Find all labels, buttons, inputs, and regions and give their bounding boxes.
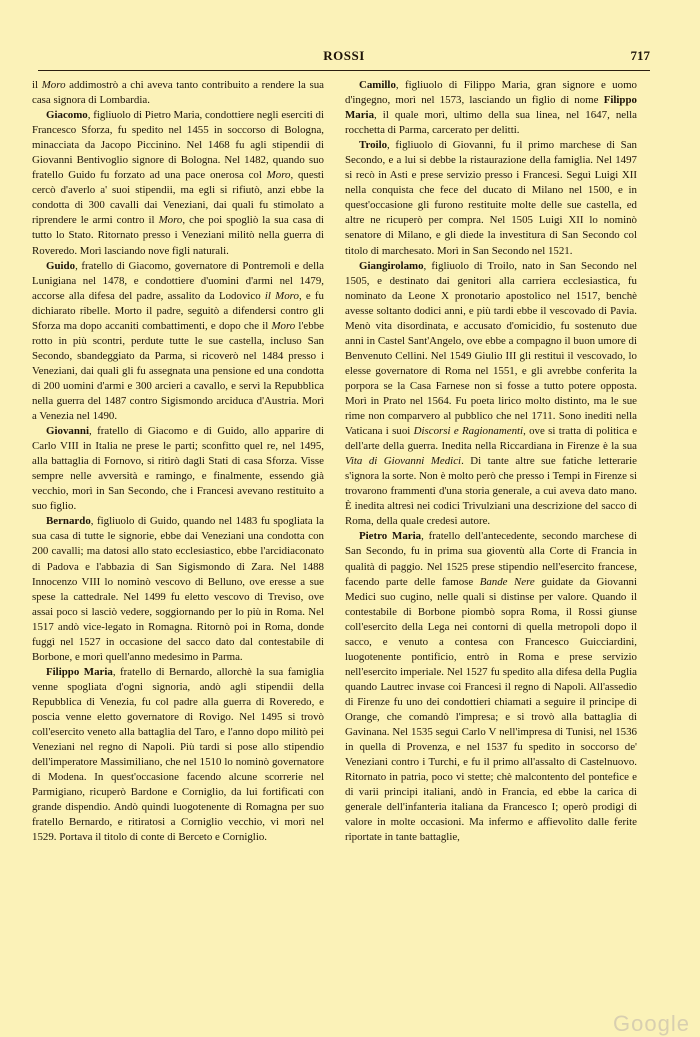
watermark-logo: Google — [613, 1011, 690, 1036]
entry-giovanni — [32, 424, 324, 514]
emphasis: Moro — [271, 319, 296, 332]
entry-name: Camillo — [359, 79, 396, 91]
entry-name: Giangirolamo — [359, 259, 424, 272]
text-run: addimostrò a chi aveva tanto contribuito a rendere la sua casa signora di Lombardia. — [32, 79, 324, 107]
entry-name: Filippo Maria — [46, 665, 113, 678]
entry-giangirolamo — [345, 259, 637, 530]
emphasis: Vita di Giovanni Medici — [345, 455, 462, 468]
emphasis: Discorsi e Ragionamenti — [413, 425, 524, 438]
entry-name: Giovanni — [46, 425, 89, 438]
text-run: , figliuolo di Giovanni, fu il primo marchese di San Secondo, e a lui si debbe la ristaurazione della famiglia. Nel 1497 si recò in Asti e prese servizio presso i Francesi. Seguì Luigi XII nella conquista che fece del ducato di Milano nel 1500, e in quest'occasione gli furono restituite molte delle sue castella, ed altre ne ricuperò per compra. Nel 1505 Luigi XII lo nominò senatore di Milano, e gli diede la investitura di San Secondo col titolo di marchesato. Morì in San Secondo nel 1521. — [345, 139, 637, 257]
entry-pietro-maria — [345, 529, 637, 845]
running-title: ROSSI — [323, 48, 365, 63]
entry-camillo — [345, 78, 637, 138]
text-run: , e fu dichiarato ribelle. Morto il padre, seguitò a difendersi contro gli Sforza ma dopo accaniti combattimenti, e dopo che il — [32, 289, 325, 332]
entry-giacomo — [32, 108, 324, 258]
emphasis: il Moro — [264, 289, 299, 302]
left-column — [32, 78, 324, 845]
right-column — [345, 78, 637, 845]
text-run: guidate da Giovanni Medici suo cugino, nelle quali si distinse per valore. Quando il contestabile di Borbone piombò sopra Roma, il Rossi giunse coll'esercito della Lega nei contorni di quella metropoli dopo il sacco, e venuto a contesa con Francesco Guicciardini, luogotenente pontificio, entrò in Roma e prese servizio nell'esercito imperiale. Nel 1527 fu spedito alla difesa della Puglia quando Lautrec invase coi Francesi il regno di Napoli. All'assedio di Firenze fu uno dei condottieri chiamati a seguire il principe di Orange, che comandò l'impresa; e si trovò alla battaglia di Gavinana. Nel 1535 seguì Carlo V nell'impresa di Tunisi, nel 1536 in quella di Provenza, e nel 1537 fu spedito in soccorso de' Veneziani contro i Turchi, e fu il primo all'assalto di Castelnuovo. Ritornato in patria, poco vi stette; chè malcontento del pontefice e di varii principi italiani, andò in Francia, ed ebbe la carica di generale dell'infanteria italiana da Francesco I; operò prodigi di valore in molte occasioni. Ma infermo e affievolito dalle ferite riportate in tante battaglie, — [345, 575, 637, 844]
text-run: , figliuolo di Guido, quando nel 1483 fu spogliata la sua casa di tutte le signorie, ebbe dai Veneziani una condotta con 200 cavalli; ma datosi allo stato ecclesiastico, ebbe l'arcidiaconato di Padova e l'abbazia di San Sigismondo di Zara. Nel 1488 Innocenzo VIII lo nominò vescovo di Belluno, ove eresse a sue spese la cattedrale. Nel 1499 fu eletto vescovo di Treviso, ove assai poco si lasciò vedere, soggiornando per lo più in Roma. Nel 1517 andò vice-legato in Romagna. Ritornò poi in Roma, donde fuggì nel 1527 in occasione del sacco dato dal contestabile di Borbone, e morì quell'anno medesimo in Parma. — [32, 515, 324, 663]
text-run: , fratello dell'antecedente, secondo marchese di San Secondo, fu in prima sua gioventù alla Corte di Francia in qualità di paggio. Nel 1525 prese stipendio nell'esercito francese, facendo parte delle famose — [345, 530, 637, 588]
entry-troilo — [345, 138, 637, 258]
text-run: , fratello di Giacomo, governatore di Pontremoli e della Lunigiana nel 1478, e condottiere d'uomini d'armi nel 1479, accorse alla difesa del padre, assalito da Lodovico — [32, 259, 324, 302]
text-run: , che poi spogliò la sua casa di tutto lo Stato. Ritornato presso i Veneziani militò nella guerra di Roveredo. Morì lasciando nove figli naturali. — [32, 214, 324, 257]
text-run: , figliuolo di Filippo Maria, gran signore e uomo d'ingegno, morì nel 1573, lasciando un figlio di nome — [345, 79, 637, 107]
entry-guido — [32, 259, 324, 425]
entry-name: Filippo Maria — [345, 94, 637, 122]
emphasis: Bande Nere — [479, 575, 535, 588]
emphasis: Moro — [266, 169, 291, 182]
text-run: , figliuolo di Troilo, nato in San Secondo nel 1505, e destinato dai genitori alla carriera ecclesiastica, fu nominato da Leone X pronotario apostolico nel 1517, benchè avesse soltanto dodici anni, e più tardi ebbe il vescovado di Pavia. Menò vita disordinata, e accusato d'omicidio, fu sostenuto due anni in Castel Sant'Angelo, ove ebbe a compagno il buon umore di Benvenuto Cellini. Nel 1549 Giulio III gli restituì il vescovado, lo elesse governatore di Roma nel 1551, e gli avrebbe conferita la porpora se la Casa Farnese non si fosse a tutto potere opposta. Morì in Prato nel 1564. Fu poeta lirico molto distinto, ma le sue rime non comparvero al pubblico che nel 1711. Sono inediti nella Vaticana i suoi — [345, 259, 637, 438]
entry-name: Guido — [46, 259, 76, 272]
running-header — [38, 48, 650, 68]
entry-bernardo — [32, 514, 324, 664]
text-run: , fratello di Bernardo, allorchè la sua famiglia venne spogliata d'ogni signoria, andò agli stipendii della Repubblica di Venezia, fu col padre alla guerra di Roveredo, e poscia venne eletto governatore di Rovigo. Nel 1495 si trovò coll'esercito veneto alla battaglia del Taro, e l'anno dopo militò pei Veneziani nel regno di Napoli. Più tardi si pose allo stipendio dell'imperatore Massimiliano, che nel 1510 lo nominò governatore di Modena. In quest'occasione facendo alcune scorrerie nel Parmigiano, ricuperò Bardone e Corniglio, da lui fortificati con grande dispendio. Andò quindi luogotenente di Romagna per suo fratello Bernardo, e ritiratosi a Corniglio vecchio, vi morì nel 1529. Portava il titolo di conte di Berceto e Corniglio. — [32, 665, 324, 844]
text-run: , questi cercò d'averlo a' suoi stipendii, ma egli si rifiutò, anzi ebbe la condotta di 300 cavalli dai Veneziani, dai quali fu stimolato a riprendere le armi contro il — [32, 169, 324, 227]
entry-filippo-maria — [32, 665, 324, 846]
text-run: l'ebbe rotto in più scontri, perdute tutte le sue castella, incluso San Secondo, sbandeggiato da Parma, si ricoverò nel 1484 presso i Veneziani, dai quali gli fu assegnata una pensione ed una condotta di 200 uomini d'armi e 300 arcieri a cavallo, e servì la Repubblica nella guerra del 1487 contro Sigismondo arciduca d'Austria. Morì a Venezia nel 1490. — [32, 319, 324, 423]
page-number: 717 — [630, 48, 650, 63]
emphasis: Moro — [41, 79, 66, 91]
text-run: , il quale morì, ultimo della sua linea, nel 1647, nella rocchetta di Parma, carcerato per delitti. — [345, 109, 637, 137]
text-run: , fratello di Giacomo e di Guido, allo apparire di Carlo VIII in Italia ne prese le parti; sconfitto quel re, nel 1495, alla battaglia di Fornovo, si ritirò dagli Stati di casa Sforza. Visse sempre nelle avversità e ramingo, e finalmente, essendo già vecchio, morì in San Secondo, che i Francesi avevano restituito a suo figlio. — [32, 425, 324, 513]
emphasis: Moro — [158, 214, 183, 227]
text-run: . Di tante altre sue fatiche letterarie s'ignora la sorte. Non è molto però che presso i Tempi in Firenze si trovarono frammenti d'una storia generale, a cui aveva dato mano. È inedita altresì nei codici Trivulziani una descrizione del sacco di Roma, della quale credesi autore. — [345, 455, 638, 528]
entry-name: Troilo — [359, 139, 388, 152]
text-run: il — [32, 79, 39, 91]
paragraph-moro — [32, 78, 324, 108]
entry-name: Pietro Maria — [359, 530, 422, 543]
text-run: , ove si tratta di politica e dell'arte della guerra. Inedita nella Riccardiana in Firenze è la sua — [345, 425, 637, 453]
text-run: , figliuolo di Pietro Maria, condottiere negli eserciti di Francesco Sforza, fu spedito nel 1455 in soccorso di Bologna, minacciata da Jacopo Piccinino. Nel 1468 fu agli stipendii di Giovanni Bentivoglio signore di Bologna. Nel 1482, quando suo fratello Guido fu forzato ad una pace onerosa col — [32, 109, 324, 182]
entry-name: Giacomo — [46, 109, 88, 122]
header-rule — [38, 70, 650, 71]
entry-name: Bernardo — [46, 515, 91, 528]
